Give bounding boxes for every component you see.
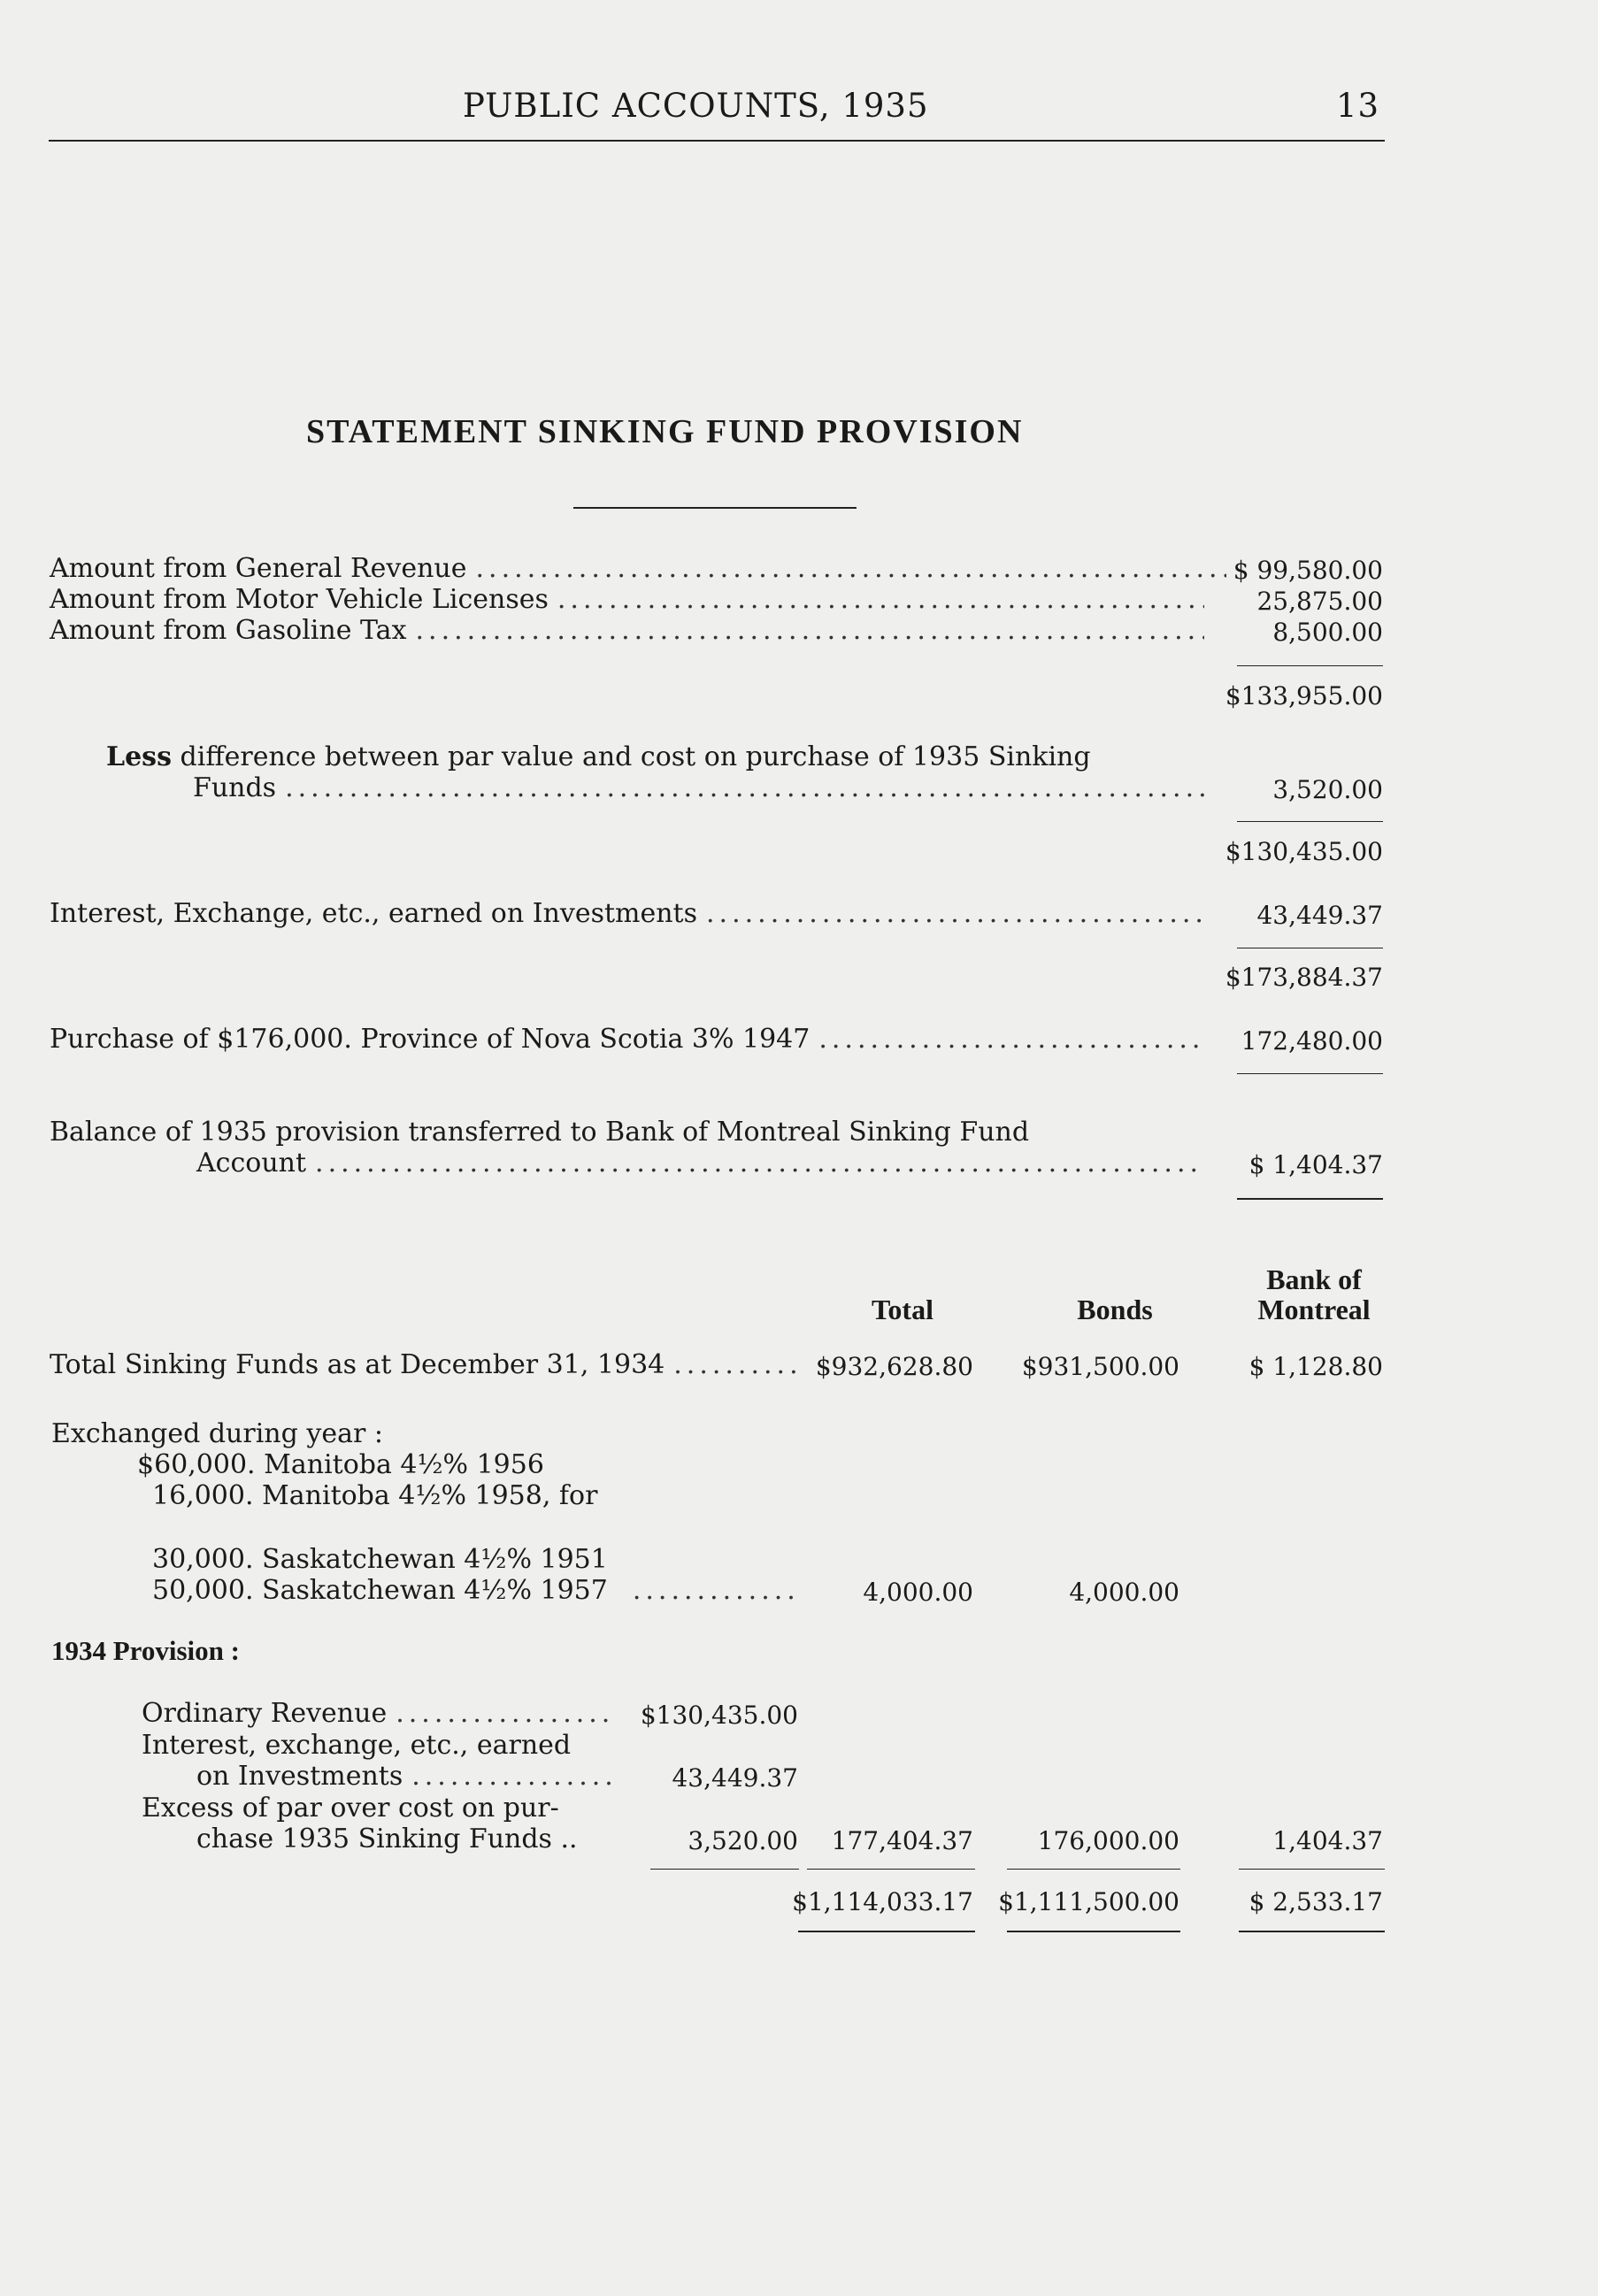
less-cont-label: Funds <box>193 772 277 803</box>
subtotal-2: $130,435.00 <box>1225 837 1383 866</box>
leader-dots <box>276 772 1204 803</box>
provision-bonds: 176,000.00 <box>1037 1826 1179 1855</box>
interest-value: 43,449.37 <box>1256 901 1383 930</box>
less-text: difference between par value and cost on purchase of 1935 Sinking <box>180 741 1091 772</box>
leader-dots <box>387 1698 615 1729</box>
column-header-bonds: Bonds <box>1077 1294 1153 1325</box>
title-underline <box>573 507 857 509</box>
amount-gasoline-tax-value: 8,500.00 <box>1272 618 1383 647</box>
exchanged-line: 30,000. Saskatchewan 4½% 1951 <box>152 1544 608 1575</box>
amount-gasoline-tax-row <box>50 615 1204 646</box>
leader-dots <box>665 1349 797 1380</box>
grand-rule-total <box>798 1931 975 1932</box>
interest-row <box>50 898 1204 929</box>
less-cont-row <box>193 772 1204 803</box>
provision-interest-value: 43,449.37 <box>672 1763 798 1793</box>
amount-general-revenue-value: $ 99,580.00 <box>1233 556 1383 585</box>
page-number: 13 <box>1336 87 1380 125</box>
leader-dots <box>403 1761 615 1792</box>
running-header-title: PUBLIC ACCOUNTS, 1935 <box>463 87 929 125</box>
amount-motor-vehicle-value: 25,875.00 <box>1256 587 1383 616</box>
balance-cont-row <box>196 1148 1204 1179</box>
balance-label: Balance of 1935 provision transferred to Bank of Montreal Sinking Fund <box>50 1117 1030 1148</box>
subtotal-1: $133,955.00 <box>1225 681 1383 710</box>
column-header-bank-line2: Montreal <box>1257 1294 1371 1325</box>
grand-bank: $ 2,533.17 <box>1248 1887 1383 1916</box>
exchanged-total: 4,000.00 <box>863 1578 973 1607</box>
ordinary-value: $130,435.00 <box>640 1701 798 1730</box>
less-line <box>106 741 1091 772</box>
excess-line1: Excess of par over cost on pur- <box>142 1793 559 1824</box>
purchase-row <box>50 1024 1204 1055</box>
leader-dots <box>608 1575 797 1606</box>
interest-line1: Interest, exchange, etc., earned <box>142 1730 572 1761</box>
amount-general-revenue-label: Amount from General Revenue <box>50 553 467 584</box>
balance-double-rule-1 <box>1237 1198 1383 1200</box>
exchanged-line: $60,000. Manitoba 4½% 1956 <box>137 1449 544 1480</box>
exchanged-last-row <box>152 1575 797 1606</box>
statement-title: STATEMENT SINKING FUND PROVISION <box>306 413 1024 450</box>
sum-rule-bank <box>1239 1869 1385 1870</box>
leader-dots <box>306 1148 1204 1179</box>
amount-general-revenue-row <box>50 553 1226 584</box>
grand-bonds: $1,111,500.00 <box>998 1887 1179 1916</box>
subtotal-3: $173,884.37 <box>1225 963 1383 992</box>
leader-dots <box>407 615 1205 646</box>
purchase-value: 172,480.00 <box>1241 1026 1383 1056</box>
amount-motor-vehicle-row <box>50 584 1204 615</box>
exchanged-bonds: 4,000.00 <box>1069 1578 1179 1607</box>
ordinary-label: Ordinary Revenue <box>142 1698 388 1729</box>
amount-motor-vehicle-label: Amount from Motor Vehicle Licenses <box>50 584 549 615</box>
column-header-total: Total <box>872 1294 933 1325</box>
exchanged-line: 50,000. Saskatchewan 4½% 1957 <box>152 1575 608 1606</box>
less-value: 3,520.00 <box>1272 775 1383 804</box>
balance-value: $ 1,404.37 <box>1248 1150 1383 1179</box>
header-rule <box>49 140 1385 142</box>
grand-total: $1,114,033.17 <box>792 1887 973 1916</box>
leader-dots <box>549 584 1204 615</box>
column-header-bank-line1: Bank of <box>1266 1263 1362 1295</box>
provision-heading: 1934 Provision : <box>51 1635 240 1666</box>
balance-cont-label: Account <box>196 1148 307 1179</box>
opening-label: Total Sinking Funds as at December 31, 1934 <box>50 1349 665 1380</box>
opening-bonds: $931,500.00 <box>1021 1352 1179 1381</box>
opening-bank: $ 1,128.80 <box>1248 1352 1383 1381</box>
provision-bank: 1,404.37 <box>1272 1826 1383 1855</box>
grand-rule-bank <box>1239 1931 1385 1932</box>
excess-value: 3,520.00 <box>688 1826 798 1855</box>
amount-gasoline-tax-label: Amount from Gasoline Tax <box>50 615 407 646</box>
subtotal-rule <box>1237 665 1383 666</box>
ordinary-row <box>142 1698 615 1729</box>
interest-line2-row <box>196 1761 615 1792</box>
exchanged-label: Exchanged during year : <box>51 1418 383 1449</box>
exchanged-line: 16,000. Manitoba 4½% 1958, for <box>152 1480 598 1511</box>
opening-total: $932,628.80 <box>815 1352 973 1381</box>
sum-rule-bonds <box>1007 1869 1180 1870</box>
leader-dots <box>467 553 1227 584</box>
less-bold-word: Less <box>106 741 172 772</box>
interest-label: Interest, Exchange, etc., earned on Investments <box>50 898 698 929</box>
grand-rule-bonds <box>1007 1931 1180 1932</box>
interest-line2: on Investments <box>196 1761 403 1792</box>
leader-dots <box>810 1024 1204 1055</box>
subtotal-rule <box>1237 821 1383 822</box>
sum-rule-provision <box>650 1869 799 1870</box>
leader-dots <box>697 898 1204 929</box>
purchase-label: Purchase of $176,000. Province of Nova Scotia 3% 1947 <box>50 1024 811 1055</box>
purchase-rule <box>1237 1073 1383 1074</box>
excess-line2: chase 1935 Sinking Funds .. <box>196 1824 578 1854</box>
opening-row <box>50 1349 797 1380</box>
provision-total: 177,404.37 <box>831 1826 973 1855</box>
sum-rule-total <box>807 1869 975 1870</box>
